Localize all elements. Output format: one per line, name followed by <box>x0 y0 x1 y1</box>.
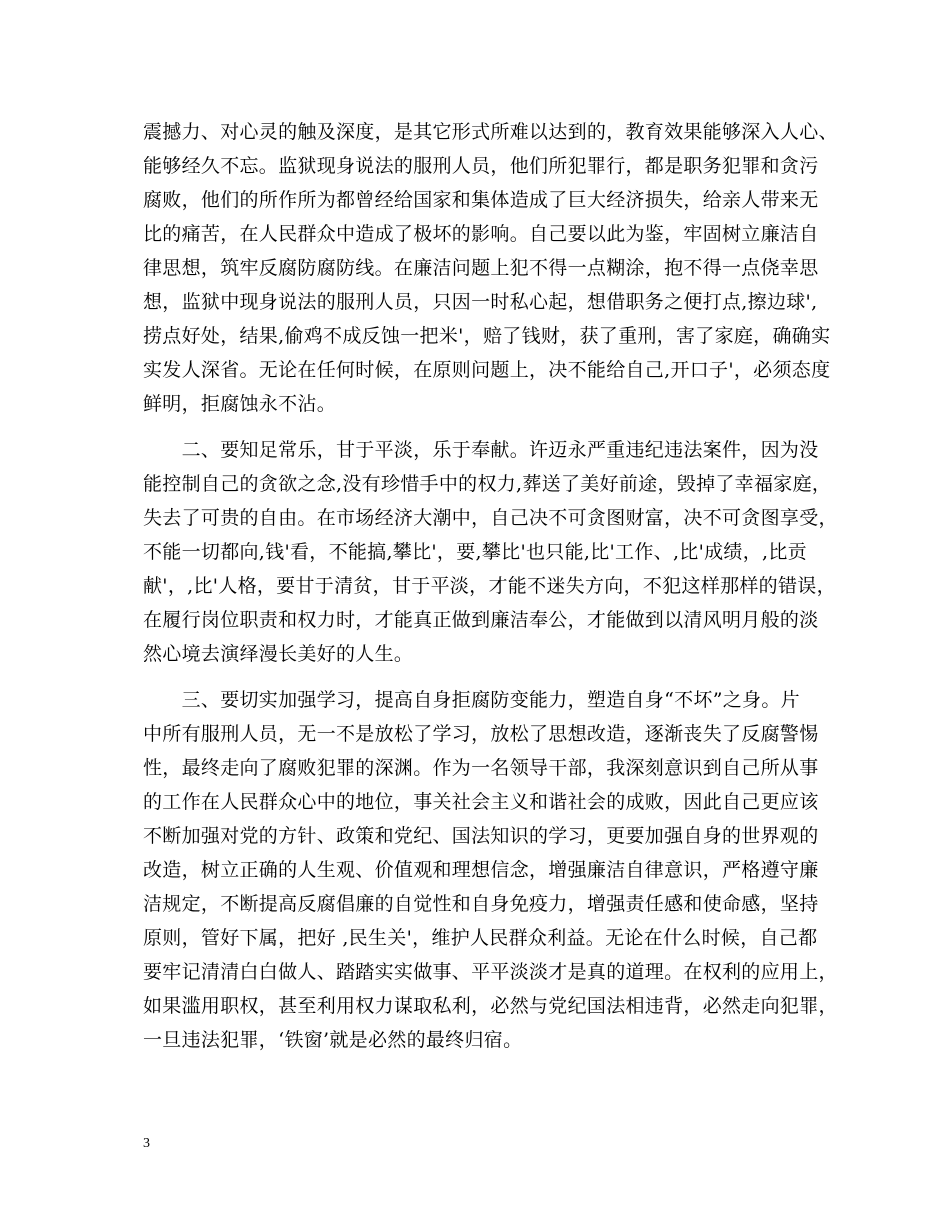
text-line: 洁规定，不断提高反腐倡廉的自觉性和自身免疫力，增强责任感和使命感，坚持 <box>143 893 819 915</box>
text-line: 鲜明，拒腐蚀永不沾。 <box>143 393 337 415</box>
text-line: 二、要知足常乐，甘于平淡，乐于奉献。许迈永严重违纪违法案件，因为没 <box>143 439 819 461</box>
text-line: 的工作在人民群众心中的地位，事关社会主义和谐社会的成败，因此自己更应该 <box>143 791 819 813</box>
text-line: 然心境去演绎漫长美好的人生。 <box>143 643 414 665</box>
text-line: 律思想，筑牢反腐防腐防线。在廉洁问题上犯不得一点糊涂，抱不得一点侥幸思 <box>143 257 819 279</box>
text-line: 震撼力、对心灵的触及深度，是其它形式所难以达到的，教育效果能够深入人心、 <box>143 121 838 143</box>
text-line: 如果滥用职权，甚至利用权力谋取私利，必然与党纪国法相违背，必然走向犯罪， <box>143 995 838 1017</box>
text-line: 一旦违法犯罪，‘铁窗’就是必然的最终归宿。 <box>143 1029 523 1051</box>
text-line: 比的痛苦，在人民群众中造成了极坏的影响。自己要以此为鉴，牢固树立廉洁自 <box>143 223 819 245</box>
text-line: 三、要切实加强学习，提高自身拒腐防变能力，塑造自身“不坏”之身。片 <box>143 689 800 711</box>
text-line: 腐败，他们的所作所为都曾经给国家和集体造成了巨大经济损失，给亲人带来无 <box>143 189 819 211</box>
text-line: 改造，树立正确的人生观、价值观和理想信念，增强廉洁自律意识，严格遵守廉 <box>143 859 819 881</box>
text-line: 失去了可贵的自由。在市场经济大潮中，自己决不可贪图财富，决不可贪图享受， <box>143 507 838 529</box>
text-line: 献'，,比'人格，要甘于清贫，甘于平淡，才能不迷失方向，不犯这样那样的错误， <box>143 575 836 597</box>
text-line: 捞点好处，结果,偷鸡不成反蚀一把米'，赔了钱财，获了重刑，害了家庭，确确实 <box>143 325 831 347</box>
page-number: 3 <box>143 1136 150 1151</box>
text-line: 不能一切都向,钱'看，不能搞,攀比'，要,攀比'也只能,比'工作、,比'成绩，,比贡 <box>143 541 807 563</box>
text-line: 不断加强对党的方针、政策和党纪、国法知识的学习，更要加强自身的世界观的 <box>143 825 819 847</box>
text-line: 能够经久不忘。监狱现身说法的服刑人员，他们所犯罪行，都是职务犯罪和贪污 <box>143 155 819 177</box>
text-line: 中所有服刑人员，无一不是放松了学习，放松了思想改造，逐渐丧失了反腐警惕 <box>143 723 819 745</box>
text-line: 原则，管好下属，把好 ,民生关'，维护人民群众利益。无论在什么时候，自己都 <box>143 927 818 949</box>
text-line: 性，最终走向了腐败犯罪的深渊。作为一名领导干部，我深刻意识到自己所从事 <box>143 757 819 779</box>
text-line: 想，监狱中现身说法的服刑人员，只因一时私心起，想借职务之便打点,擦边球', <box>143 291 818 313</box>
text-line: 实发人深省。无论在任何时候，在原则问题上，决不能给自己,开口子'，必须态度 <box>143 359 831 381</box>
text-line: 在履行岗位职责和权力时，才能真正做到廉洁奉公，才能做到以清风明月般的淡 <box>143 609 819 631</box>
text-line: 要牢记清清白白做人、踏踏实实做事、平平淡淡才是真的道理。在权利的应用上， <box>143 961 838 983</box>
text-line: 能控制自己的贪欲之念,没有珍惜手中的权力,葬送了美好前途，毁掉了幸福家庭， <box>143 473 832 495</box>
